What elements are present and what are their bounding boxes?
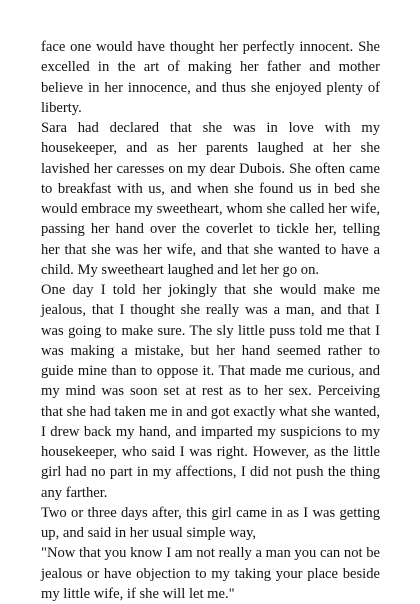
paragraph-2: Sara had declared that she was in love with my housekeeper, and as her parents laughed at her she lavished her caresses on my dear Dubois. She often came to breakfast with us, and when she found us in bed she would embrace my sweetheart, whom she called her wife, passing her hand over the coverlet to tickle her, telling her that she was her wife, and that she wanted to have a child. My sweetheart laughed and let her go on. — [41, 120, 380, 278]
paragraph-3: One day I told her jokingly that she would make me jealous, that I thought she really was a man, and that I was going to make sure. The sly little puss told me that I was making a mistake, but her hand seemed rather to guide mine than to oppose it. That made me curious, and my mind was soon set at rest as to her sex. Perceiving that she had taken me in and got exactly what she wanted, I drew back my hand, and imparted my suspicions to my housekeeper, who said I was right. However, as the little girl had no part in my affections, I did not push the thing any farther. — [41, 282, 380, 501]
document-body — [41, 37, 380, 604]
paragraph-5: "Now that you know I am not really a man you can not be jealous or have objection to my taking your place beside my little wife, if she will let me." — [41, 545, 380, 602]
paragraph-1: face one would have thought her perfectly innocent. She excelled in the art of making her father and mother believe in her innocence, and thus she enjoyed plenty of liberty. — [41, 39, 380, 116]
paragraph-4: Two or three days after, this girl came in as I was getting up, and said in her usual simple way, — [41, 504, 380, 541]
